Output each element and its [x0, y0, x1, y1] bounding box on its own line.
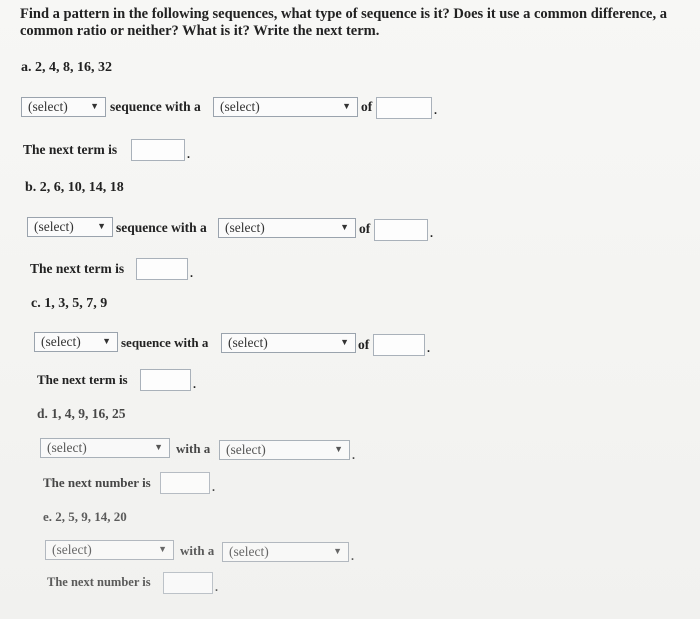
sequence-b-method-select[interactable]	[218, 218, 356, 238]
chevron-down-icon: ▼	[340, 222, 349, 232]
sequence-d-next-input[interactable]	[160, 472, 210, 494]
chevron-down-icon: ▼	[342, 101, 351, 111]
period: .	[351, 549, 354, 563]
sequence-a-method-select[interactable]	[213, 97, 358, 117]
select-value: (select)	[41, 334, 81, 349]
chevron-down-icon: ▼	[340, 337, 349, 347]
of-text: of	[361, 99, 373, 114]
chevron-down-icon: ▼	[102, 336, 111, 346]
sequence-e-type-select[interactable]	[45, 540, 174, 560]
sequence-d-label: d. 1, 4, 9, 16, 25	[37, 406, 126, 421]
sequence-c-type-select[interactable]	[34, 332, 118, 352]
sequence-c-label: c. 1, 3, 5, 7, 9	[31, 296, 108, 311]
sequence-a-label: a. 2, 4, 8, 16, 32	[21, 60, 112, 75]
period: .	[427, 341, 430, 355]
sequence-d-type-select[interactable]	[40, 438, 170, 458]
sequence-a-value-input[interactable]	[376, 97, 432, 119]
with-a-text: with a	[180, 543, 215, 558]
period: .	[187, 147, 190, 161]
select-value: (select)	[220, 99, 260, 114]
sequence-e-next-label: The next number is	[47, 575, 151, 589]
sequence-with-a-text: sequence with a	[116, 220, 207, 235]
sequence-b-value-input[interactable]	[374, 219, 428, 241]
chevron-down-icon: ▼	[158, 544, 167, 554]
period: .	[430, 226, 433, 240]
chevron-down-icon: ▼	[334, 444, 343, 454]
select-value: (select)	[229, 544, 269, 559]
sequence-b-label: b. 2, 6, 10, 14, 18	[25, 180, 124, 195]
sequence-a-type-select[interactable]	[21, 97, 106, 117]
period: .	[193, 377, 196, 391]
question-prompt: Find a pattern in the following sequences, what type of sequence is it? Does it use a common difference, a common ratio or neither? What is it? Write the next term.	[20, 6, 667, 39]
of-text: of	[359, 221, 371, 236]
select-value: (select)	[228, 335, 268, 350]
select-value: (select)	[47, 440, 87, 455]
sequence-c-value-input[interactable]	[373, 334, 425, 356]
period: .	[352, 448, 355, 462]
select-value: (select)	[226, 442, 266, 457]
select-value: (select)	[28, 99, 68, 114]
of-text: of	[358, 337, 370, 352]
sequence-e-method-select[interactable]	[222, 542, 349, 562]
sequence-with-a-text: sequence with a	[121, 335, 209, 350]
period: .	[212, 480, 215, 494]
select-value: (select)	[52, 542, 92, 557]
sequence-b-type-select[interactable]	[27, 217, 113, 237]
period: .	[215, 580, 218, 594]
chevron-down-icon: ▼	[97, 221, 106, 231]
sequence-c-method-select[interactable]	[221, 333, 356, 353]
period: .	[434, 103, 437, 117]
period: .	[190, 266, 193, 280]
sequence-d-method-select[interactable]	[219, 440, 350, 460]
sequence-a-next-label: The next term is	[23, 142, 118, 157]
sequence-with-a-text: sequence with a	[110, 99, 201, 114]
sequence-b-next-label: The next term is	[30, 261, 125, 276]
chevron-down-icon: ▼	[90, 101, 99, 111]
sequence-e-next-input[interactable]	[163, 572, 213, 594]
chevron-down-icon: ▼	[333, 546, 342, 556]
sequence-d-next-label: The next number is	[43, 475, 151, 490]
sequence-c-next-label: The next term is	[37, 372, 128, 387]
sequence-a-next-input[interactable]	[131, 139, 185, 161]
chevron-down-icon: ▼	[154, 442, 163, 452]
sequence-b-next-input[interactable]	[136, 258, 188, 280]
sequence-c-next-input[interactable]	[140, 369, 191, 391]
select-value: (select)	[225, 220, 265, 235]
select-value: (select)	[34, 219, 74, 234]
with-a-text: with a	[176, 441, 211, 456]
sequence-e-label: e. 2, 5, 9, 14, 20	[43, 509, 127, 524]
